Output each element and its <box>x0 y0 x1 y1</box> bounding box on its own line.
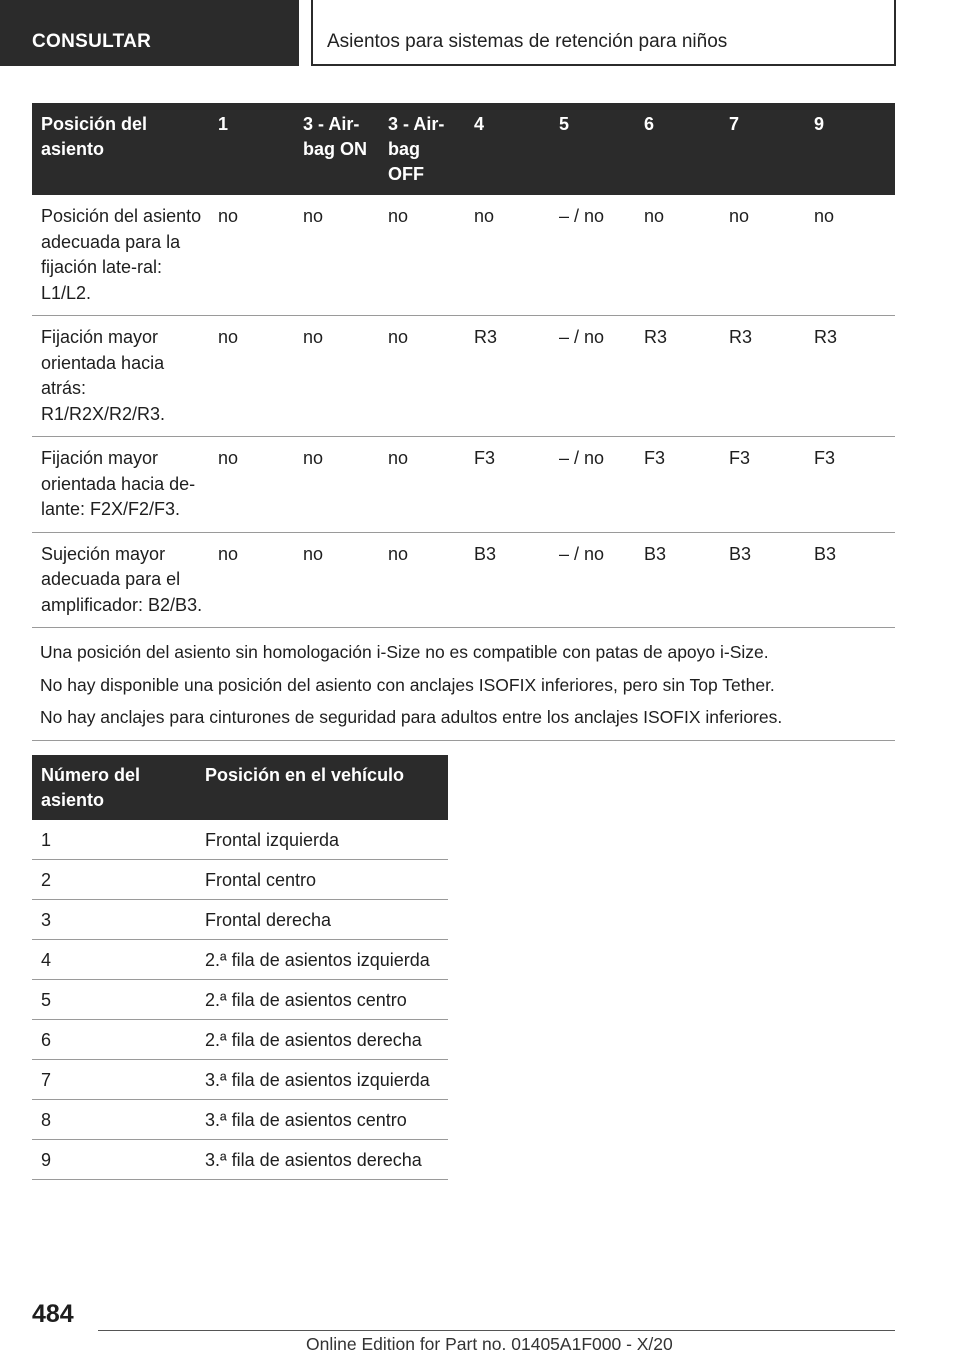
table-cell: B3 <box>720 532 805 628</box>
header-cell: 3 - Air-bag OFF <box>379 103 465 195</box>
table-cell: – / no <box>550 195 635 316</box>
notes-cell <box>32 628 895 741</box>
seat-number: 1 <box>32 820 196 860</box>
seat-number: 3 <box>32 900 196 940</box>
table-cell: no <box>805 195 895 316</box>
table-cell: no <box>294 532 379 628</box>
seat-position: 2.ª fila de asientos izquierda <box>196 940 448 980</box>
seat-position: Frontal izquierda <box>196 820 448 860</box>
header-cell: 9 <box>805 103 895 195</box>
compatibility-table <box>32 103 895 741</box>
page-header <box>311 0 896 66</box>
seat-number: 9 <box>32 1140 196 1180</box>
table-cell: no <box>209 532 294 628</box>
table-cell: Posición del asiento adecuada para la fijación late-ral: L1/L2. <box>32 195 209 316</box>
section-label: CONSULTAR <box>32 31 152 52</box>
table-cell: F3 <box>805 437 895 533</box>
header-cell: 7 <box>720 103 805 195</box>
table-cell: B3 <box>465 532 550 628</box>
header-cell: 1 <box>209 103 294 195</box>
seat-position: 3.ª fila de asientos derecha <box>196 1140 448 1180</box>
table-row <box>32 940 448 980</box>
seat-number: 2 <box>32 860 196 900</box>
footer-divider <box>98 1330 895 1331</box>
table-row <box>32 1140 448 1180</box>
table-cell: no <box>294 195 379 316</box>
page-number: 484 <box>32 1300 74 1328</box>
seat-position: 3.ª fila de asientos centro <box>196 1100 448 1140</box>
table-row <box>32 820 448 860</box>
table-cell: Sujeción mayor adecuada para el amplificador: B2/B3. <box>32 532 209 628</box>
table-cell: F3 <box>465 437 550 533</box>
notes-row <box>32 628 895 741</box>
table-row <box>32 195 895 316</box>
seat-number: 4 <box>32 940 196 980</box>
table-note: Una posición del asiento sin homologación i-Size no es compatible con patas de apoyo i-Size. <box>40 642 769 662</box>
table-row <box>32 1100 448 1140</box>
table-cell: R3 <box>720 316 805 437</box>
table-row <box>32 316 895 437</box>
table-row <box>32 1020 448 1060</box>
seat-position: 2.ª fila de asientos centro <box>196 980 448 1020</box>
table-cell: F3 <box>720 437 805 533</box>
table-cell: no <box>294 316 379 437</box>
section-tab <box>0 0 299 66</box>
table-row <box>32 980 448 1020</box>
table-row <box>32 1060 448 1100</box>
table-header-row <box>32 103 895 195</box>
table-cell: no <box>294 437 379 533</box>
table-cell: – / no <box>550 532 635 628</box>
table-cell: no <box>379 437 465 533</box>
header-cell: Posición del asiento <box>32 103 209 195</box>
table-cell: no <box>209 195 294 316</box>
seat-position: Frontal derecha <box>196 900 448 940</box>
table-note: No hay anclajes para cinturones de seguridad para adultos entre los anclajes ISOFIX inferiores. <box>40 707 783 727</box>
table-cell: no <box>720 195 805 316</box>
table-cell: R3 <box>465 316 550 437</box>
table-cell: F3 <box>635 437 720 533</box>
header-cell: Número del asiento <box>32 755 196 820</box>
header-cell: 6 <box>635 103 720 195</box>
header-cell: 5 <box>550 103 635 195</box>
table-cell: Fijación mayor orientada hacia atrás: R1/R2X/R2/R3. <box>32 316 209 437</box>
header-cell: 4 <box>465 103 550 195</box>
table-cell: Fijación mayor orientada hacia de-lante: F2X/F2/F3. <box>32 437 209 533</box>
table-cell: no <box>465 195 550 316</box>
table-cell: B3 <box>635 532 720 628</box>
table-cell: no <box>209 437 294 533</box>
table-row <box>32 532 895 628</box>
table-cell: no <box>379 195 465 316</box>
table-cell: – / no <box>550 316 635 437</box>
table-cell: no <box>379 532 465 628</box>
table-cell: R3 <box>805 316 895 437</box>
table-header-row <box>32 755 448 820</box>
seat-number: 6 <box>32 1020 196 1060</box>
table-cell: no <box>635 195 720 316</box>
seat-number: 7 <box>32 1060 196 1100</box>
table-row <box>32 860 448 900</box>
page-title: Asientos para sistemas de retención para niños <box>327 31 728 52</box>
table-cell: no <box>379 316 465 437</box>
table-note: No hay disponible una posición del asiento con anclajes ISOFIX inferiores, pero sin Top Tether. <box>40 674 775 695</box>
table-cell: – / no <box>550 437 635 533</box>
seat-number: 8 <box>32 1100 196 1140</box>
table-row <box>32 437 895 533</box>
table-cell: R3 <box>635 316 720 437</box>
table-cell: no <box>209 316 294 437</box>
edition-note: Online Edition for Part no. 01405A1F000 - X/20 <box>306 1334 673 1354</box>
header-cell: 3 - Air-bag ON <box>294 103 379 195</box>
seat-position: 2.ª fila de asientos derecha <box>196 1020 448 1060</box>
seat-position: 3.ª fila de asientos izquierda <box>196 1060 448 1100</box>
seat-position-table <box>32 755 448 1180</box>
header-cell: Posición en el vehículo <box>196 755 448 820</box>
table-cell: B3 <box>805 532 895 628</box>
table-row <box>32 900 448 940</box>
seat-number: 5 <box>32 980 196 1020</box>
seat-position: Frontal centro <box>196 860 448 900</box>
